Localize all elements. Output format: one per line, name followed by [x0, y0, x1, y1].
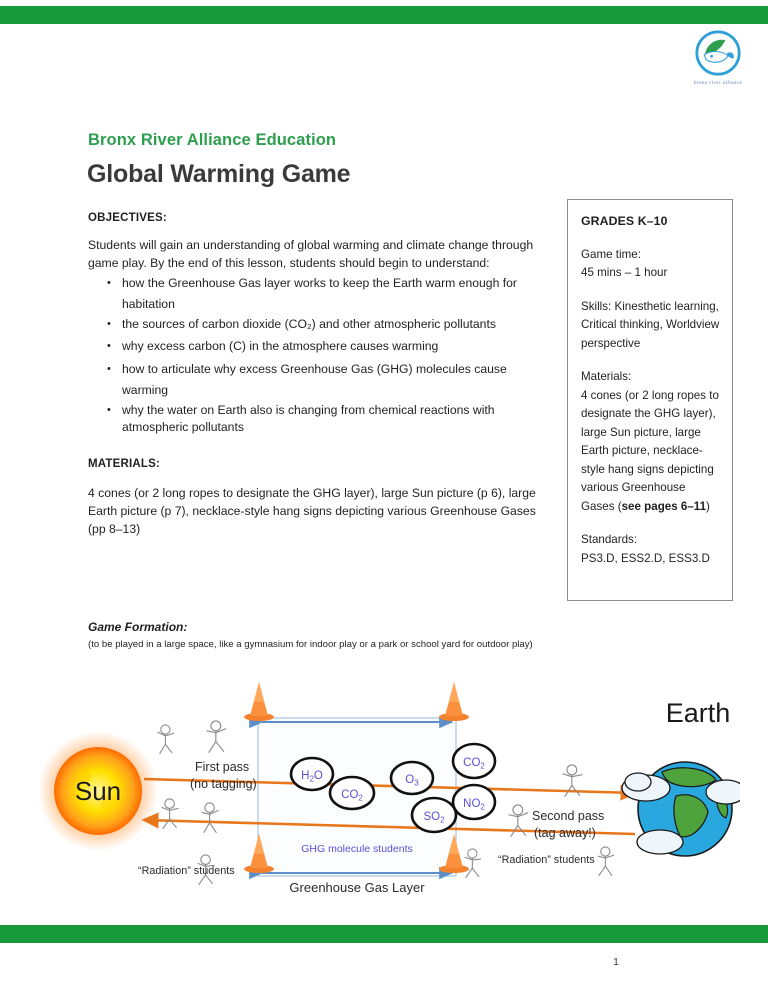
fish-leaf-circle-logo-icon: [695, 30, 741, 76]
first-pass-label-line2: (no tagging): [190, 777, 257, 791]
objective-item: • why excess carbon (C) in the atmosphere causes warming: [122, 338, 544, 355]
objective-item: • how the Greenhouse Gas layer works to keep the Earth warm enough for habitation: [122, 273, 544, 315]
cone-top-left: [244, 682, 274, 721]
game-time-block: [581, 246, 720, 283]
molecule-h2o: [291, 758, 333, 790]
game-time-label: Game time:: [581, 247, 641, 261]
page-number-footer: [0, 957, 768, 968]
standards-label: Standards:: [581, 533, 638, 546]
page-title: Global Warming Game: [87, 160, 351, 188]
molecule-so2: [412, 798, 456, 832]
cone-top-right: [439, 682, 469, 721]
diagram-svg: [40, 676, 740, 904]
sun-label: Sun: [74, 776, 122, 806]
second-pass-label-line1: Second pass: [532, 809, 605, 823]
radiation-students-label-right: “Radiation” students: [498, 854, 595, 866]
infobox-materials-text: 4 cones (or 2 long ropes to designate the GHG layer), large Sun picture, large Earth picture, necklace-style hang signs depicting various Greenhouse Gases (: [581, 388, 719, 513]
second-pass-label-line2: (tag away!): [534, 826, 596, 840]
page-number: 1: [613, 957, 619, 968]
stick-figure-group-left: [158, 721, 226, 884]
molecule-o3: [391, 762, 433, 794]
infobox-materials-paren: ): [706, 499, 710, 513]
ghg-molecule-students-label: GHG molecule students: [301, 843, 413, 855]
standards-block: [581, 531, 720, 568]
objectives-intro: Students will gain an understanding of global warming and climate change through game play. By the end of this lesson, students should begin to understand:: [88, 238, 534, 270]
organization-eyebrow: Bronx River Alliance Education: [88, 131, 337, 149]
bottom-brand-bar: [0, 925, 768, 943]
objectives-heading: OBJECTIVES:: [88, 212, 167, 224]
svg-text:CO2: $CO_2$: [341, 789, 363, 803]
greenhouse-gas-layer-label: Greenhouse Gas Layer: [289, 880, 425, 895]
infobox-materials-block: [581, 368, 720, 516]
first-pass-label-line1: First pass: [195, 760, 250, 774]
objective-item: • the sources of carbon dioxide (CO₂) and other atmospheric pollutants: [122, 316, 544, 333]
radiation-students-label-left: “Radiation” students: [138, 865, 235, 877]
objective-item: • why the water on Earth also is changing from chemical reactions with atmospheric pollutants: [122, 402, 544, 435]
grades-label: GRADES K–10: [581, 214, 668, 228]
svg-text:H2O: $H_2O$: [301, 770, 323, 784]
svg-text:SO2: $SO_2$: [423, 811, 445, 825]
main-content-column: [88, 212, 544, 538]
infobox-materials-label: Materials:: [581, 370, 632, 383]
game-formation-title: Game Formation:: [88, 620, 188, 634]
infobox-materials-pages: see pages 6–11: [621, 499, 707, 513]
game-formation-subtitle: (to be played in a large space, like a gymnasium for indoor play or a park or school yard for outdoor play): [88, 639, 533, 650]
svg-text:NO2: $NO_2$: [463, 798, 485, 812]
objective-item: • how to articulate why excess Greenhouse Gas (GHG) molecules cause warming: [122, 359, 544, 401]
svg-text:CO2: $CO_2$: [463, 757, 485, 771]
logo-tagline: bronx river alliance: [693, 80, 743, 86]
top-brand-bar: [0, 6, 768, 24]
materials-text: 4 cones (or 2 long ropes to designate the GHG layer), large Sun picture (p 6), large Earth picture (p 7), necklace-style hang signs depicting various Greenhouse Gases (pp 8–13): [88, 486, 536, 537]
organization-logo: [686, 30, 750, 96]
svg-text:O3: $O_3$: [405, 774, 419, 788]
molecule-co2-right: [453, 744, 495, 778]
molecule-no2: [453, 785, 495, 819]
molecule-co2-left: [330, 777, 374, 809]
materials-heading: MATERIALS:: [88, 458, 161, 471]
earth-graphic: [622, 698, 740, 856]
game-formation-diagram: [40, 676, 740, 904]
grades-info-box: [567, 199, 733, 601]
objectives-list: [88, 273, 544, 435]
standards-value: PS3.D, ESS2.D, ESS3.D: [581, 551, 710, 565]
skills-text: Skills: Kinesthetic learning, Critical thinking, Worldview perspective: [581, 299, 720, 350]
game-time-value: 45 mins – 1 hour: [581, 266, 668, 279]
earth-label: Earth: [665, 698, 731, 728]
